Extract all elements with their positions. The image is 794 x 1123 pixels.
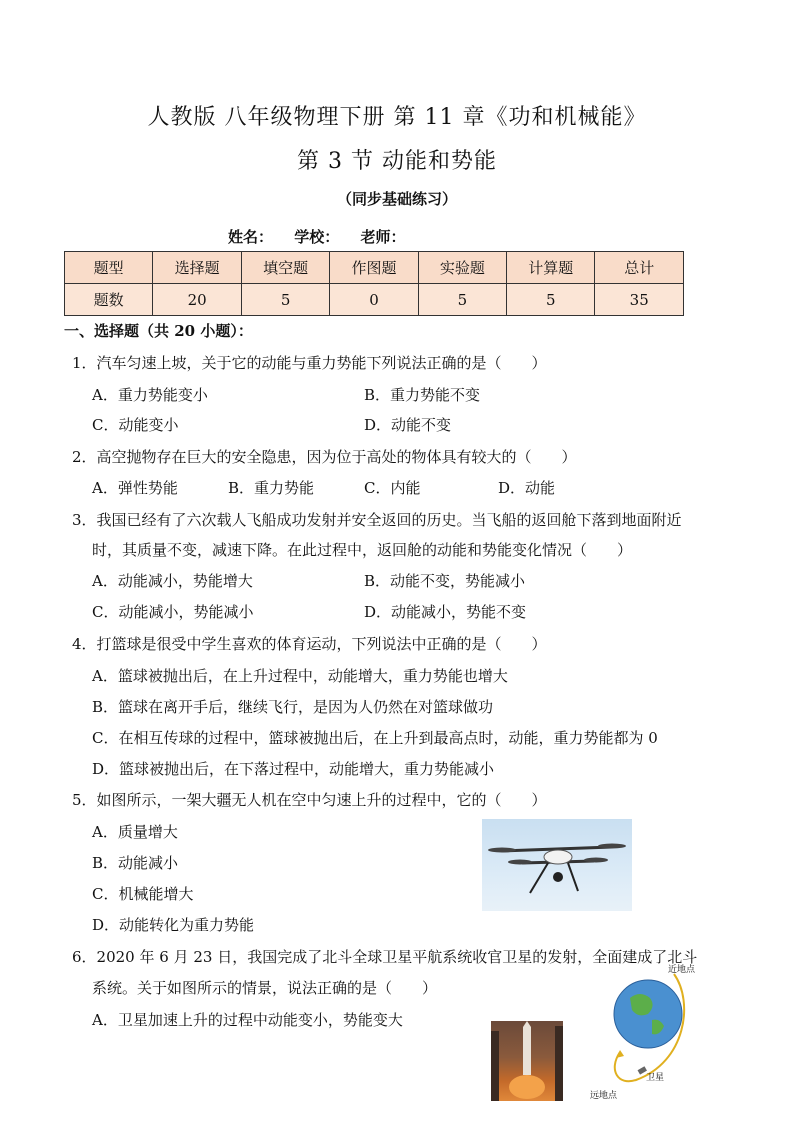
table-cell: 题型 — [65, 252, 153, 284]
question-5-option-b: B．动能减小 — [92, 854, 179, 872]
question-2-option-c: C．内能 — [364, 479, 421, 497]
rocket-launch-photo — [491, 1021, 563, 1101]
question-2-option-b: B．重力势能 — [228, 479, 315, 497]
table-header-row — [65, 252, 684, 284]
table-cell: 5 — [241, 284, 329, 316]
document-title: 人教版 八年级物理下册 第 11 章《功和机械能》 — [147, 105, 647, 130]
question-1-stem: 1．汽车匀速上坡，关于它的动能与重力势能下列说法正确的是（ ） — [72, 354, 547, 372]
table-cell: 5 — [507, 284, 595, 316]
question-3-stem: 3．我国已经有了六次载人飞船成功发射并安全返回的历史。当飞船的返回舱下落到地面附近 — [72, 511, 682, 529]
name-label: 姓名： — [228, 228, 274, 246]
question-2-stem: 2．高空抛物存在巨大的安全隐患，因为位于高处的物体具有较大的（ ） — [72, 448, 577, 466]
question-1-option-c: C．动能变小 — [92, 416, 179, 434]
question-5-stem: 5．如图所示，一架大疆无人机在空中匀速上升的过程中，它的（ ） — [72, 791, 547, 809]
table-cell: 实验题 — [418, 252, 506, 284]
question-4-option-b: B．篮球在离开手后，继续飞行，是因为人仍然在对篮球做功 — [92, 698, 494, 716]
question-4-option-a: A．篮球被抛出后，在上升过程中，动能增大，重力势能也增大 — [92, 667, 508, 685]
document-subtitle: （同步基础练习） — [336, 190, 457, 208]
question-3-option-c: C．动能减小，势能减小 — [92, 603, 254, 621]
satellite-label: 卫星 — [646, 1073, 665, 1083]
question-5-option-c: C．机械能增大 — [92, 885, 194, 903]
school-label: 学校： — [294, 228, 340, 246]
question-2-option-a: A．弹性势能 — [92, 479, 178, 497]
table-row — [65, 284, 684, 316]
question-4-stem: 4．打篮球是很受中学生喜欢的体育运动，下列说法中正确的是（ ） — [72, 635, 547, 653]
question-3-stem-cont: 时，其质量不变，减速下降。在此过程中，返回舱的动能和势能变化情况（ ） — [92, 541, 633, 559]
table-cell: 填空题 — [241, 252, 329, 284]
question-1-option-d: D．动能不变 — [364, 416, 452, 434]
satellite-orbit-diagram — [590, 962, 710, 1102]
table-cell: 5 — [418, 284, 506, 316]
rocket-icon — [491, 1021, 563, 1101]
question-3-option-b: B．动能不变，势能减小 — [364, 572, 526, 590]
teacher-label: 老师： — [360, 228, 406, 246]
question-5-option-a: A．质量增大 — [92, 823, 178, 841]
table-cell: 35 — [595, 284, 684, 316]
question-3-option-a: A．动能减小，势能增大 — [92, 572, 253, 590]
apogee-label: 远地点 — [590, 1091, 618, 1101]
table-cell: 作图题 — [330, 252, 418, 284]
perigee-label: 近地点 — [668, 965, 696, 975]
question-6-option-a: A．卫星加速上升的过程中动能变小，势能变大 — [92, 1011, 403, 1029]
question-4-option-c: C．在相互传球的过程中，篮球被抛出后，在上升到最高点时，动能，重力势能都为 0 — [92, 729, 658, 747]
section-heading: 一、选择题（共 20 小题）： — [64, 322, 253, 340]
question-2-option-d: D．动能 — [498, 479, 556, 497]
question-6-stem-cont: 系统。关于如图所示的情景，说法正确的是（ ） — [92, 979, 438, 997]
question-summary-table — [64, 251, 684, 316]
drone-photo — [482, 819, 632, 911]
table-cell: 20 — [153, 284, 242, 316]
student-info-line — [228, 226, 422, 247]
table-cell: 题数 — [65, 284, 153, 316]
question-4-option-d: D．篮球被抛出后，在下落过程中，动能增大，重力势能减小 — [92, 760, 495, 778]
question-1-option-b: B．重力势能不变 — [364, 386, 481, 404]
table-cell: 总计 — [595, 252, 684, 284]
table-cell: 0 — [330, 284, 418, 316]
section-title-heading: 第 3 节 动能和势能 — [297, 149, 497, 174]
question-6-stem: 6．2020 年 6 月 23 日，我国完成了北斗全球卫星平航系统收官卫星的发射，全面建成了北斗 — [72, 948, 698, 966]
question-1-option-a: A．重力势能变小 — [92, 386, 208, 404]
question-5-option-d: D．动能转化为重力势能 — [92, 916, 255, 934]
table-cell: 选择题 — [153, 252, 242, 284]
drone-icon — [482, 819, 632, 911]
question-3-option-d: D．动能减小，势能不变 — [364, 603, 527, 621]
table-cell: 计算题 — [507, 252, 595, 284]
